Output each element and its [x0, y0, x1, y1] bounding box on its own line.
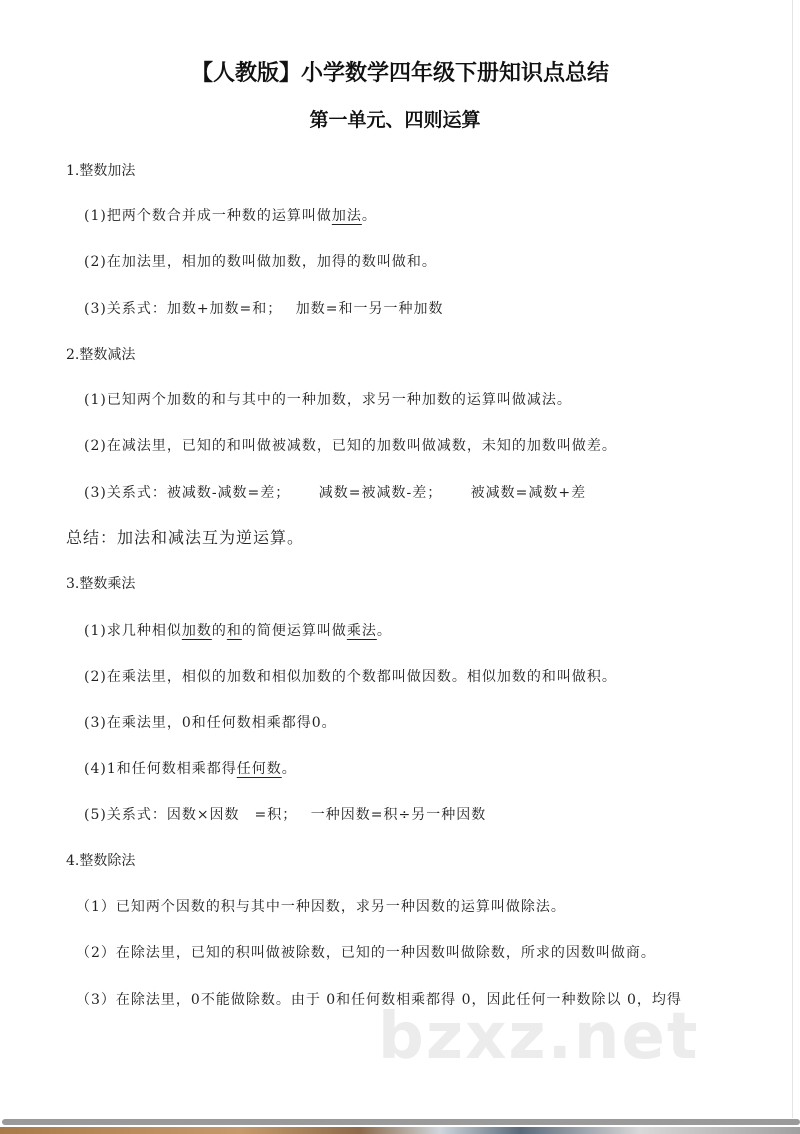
- section-heading: 2.整数减法: [66, 347, 136, 363]
- section-heading: 4.整数除法: [66, 853, 136, 869]
- document-title: 【人教版】小学数学四年级下册知识点总结: [190, 61, 609, 86]
- underlined-term: 和: [226, 623, 242, 639]
- paragraph: (3)关系式：被减数-减数=差； 减数=被减数-差； 被减数=减数+差: [84, 485, 587, 501]
- section-heading: 1.整数加法: [66, 163, 136, 179]
- paragraph: (2)在加法里，相加的数叫做加数，加得的数叫做和。: [84, 254, 437, 270]
- summary: 总结：加法和减法互为逆运算。: [66, 528, 305, 547]
- underlined-term: 任何数: [236, 761, 282, 777]
- paragraph: [84, 620, 392, 640]
- paragraph: [84, 758, 297, 778]
- paragraph: (1)已知两个加数的和与其中的一种加数，求另一种加数的运算叫做减法。: [84, 392, 572, 408]
- text: 的简便运算叫做: [241, 623, 347, 639]
- text: 。: [281, 761, 297, 777]
- paragraph: [84, 205, 377, 225]
- underlined-term: 乘法: [346, 623, 377, 639]
- text: 。: [361, 208, 377, 224]
- paragraph: (2)在减法里，已知的和叫做被减数，已知的加数叫做减数，未知的加数叫做差。: [84, 438, 617, 454]
- paragraph: (3)关系式：加数+加数=和； 加数=和一另一种加数: [84, 301, 444, 317]
- underlined-term: 加法: [331, 208, 362, 224]
- background-strip: [0, 1127, 800, 1134]
- underlined-term: 加数: [181, 623, 212, 639]
- paragraph: （2）在除法里，已知的积叫做被除数，已知的一种因数叫做除数，所求的因数叫做商。: [76, 945, 656, 961]
- text: 。: [376, 623, 392, 639]
- paragraph: (5)关系式：因数×因数 =积； 一种因数=积÷另一种因数: [84, 807, 487, 823]
- horizontal-scrollbar[interactable]: [2, 1119, 800, 1125]
- paragraph: (2)在乘法里，相似的加数和相似加数的个数都叫做因数。相似加数的和叫做积。: [84, 669, 617, 685]
- text: 的: [211, 623, 227, 639]
- paragraph: (3)在乘法里，0和任何数相乘都得0。: [84, 715, 337, 731]
- paragraph: （3）在除法里，0不能做除数。由于 0和任何数相乘都得 0，因此任何一种数除以 0，均得: [76, 992, 682, 1008]
- section-heading: 3.整数乘法: [66, 576, 136, 592]
- watermark: bzxz.net: [378, 1000, 700, 1074]
- text: (1)把两个数合并成一种数的运算叫做: [84, 208, 332, 224]
- text: (4)1和任何数相乘都得: [84, 761, 237, 777]
- paragraph: （1）已知两个因数的积与其中一种因数，求另一种因数的运算叫做除法。: [76, 899, 566, 915]
- text: (1)求几种相似: [84, 623, 182, 639]
- unit-title: 第一单元、四则运算: [309, 109, 481, 131]
